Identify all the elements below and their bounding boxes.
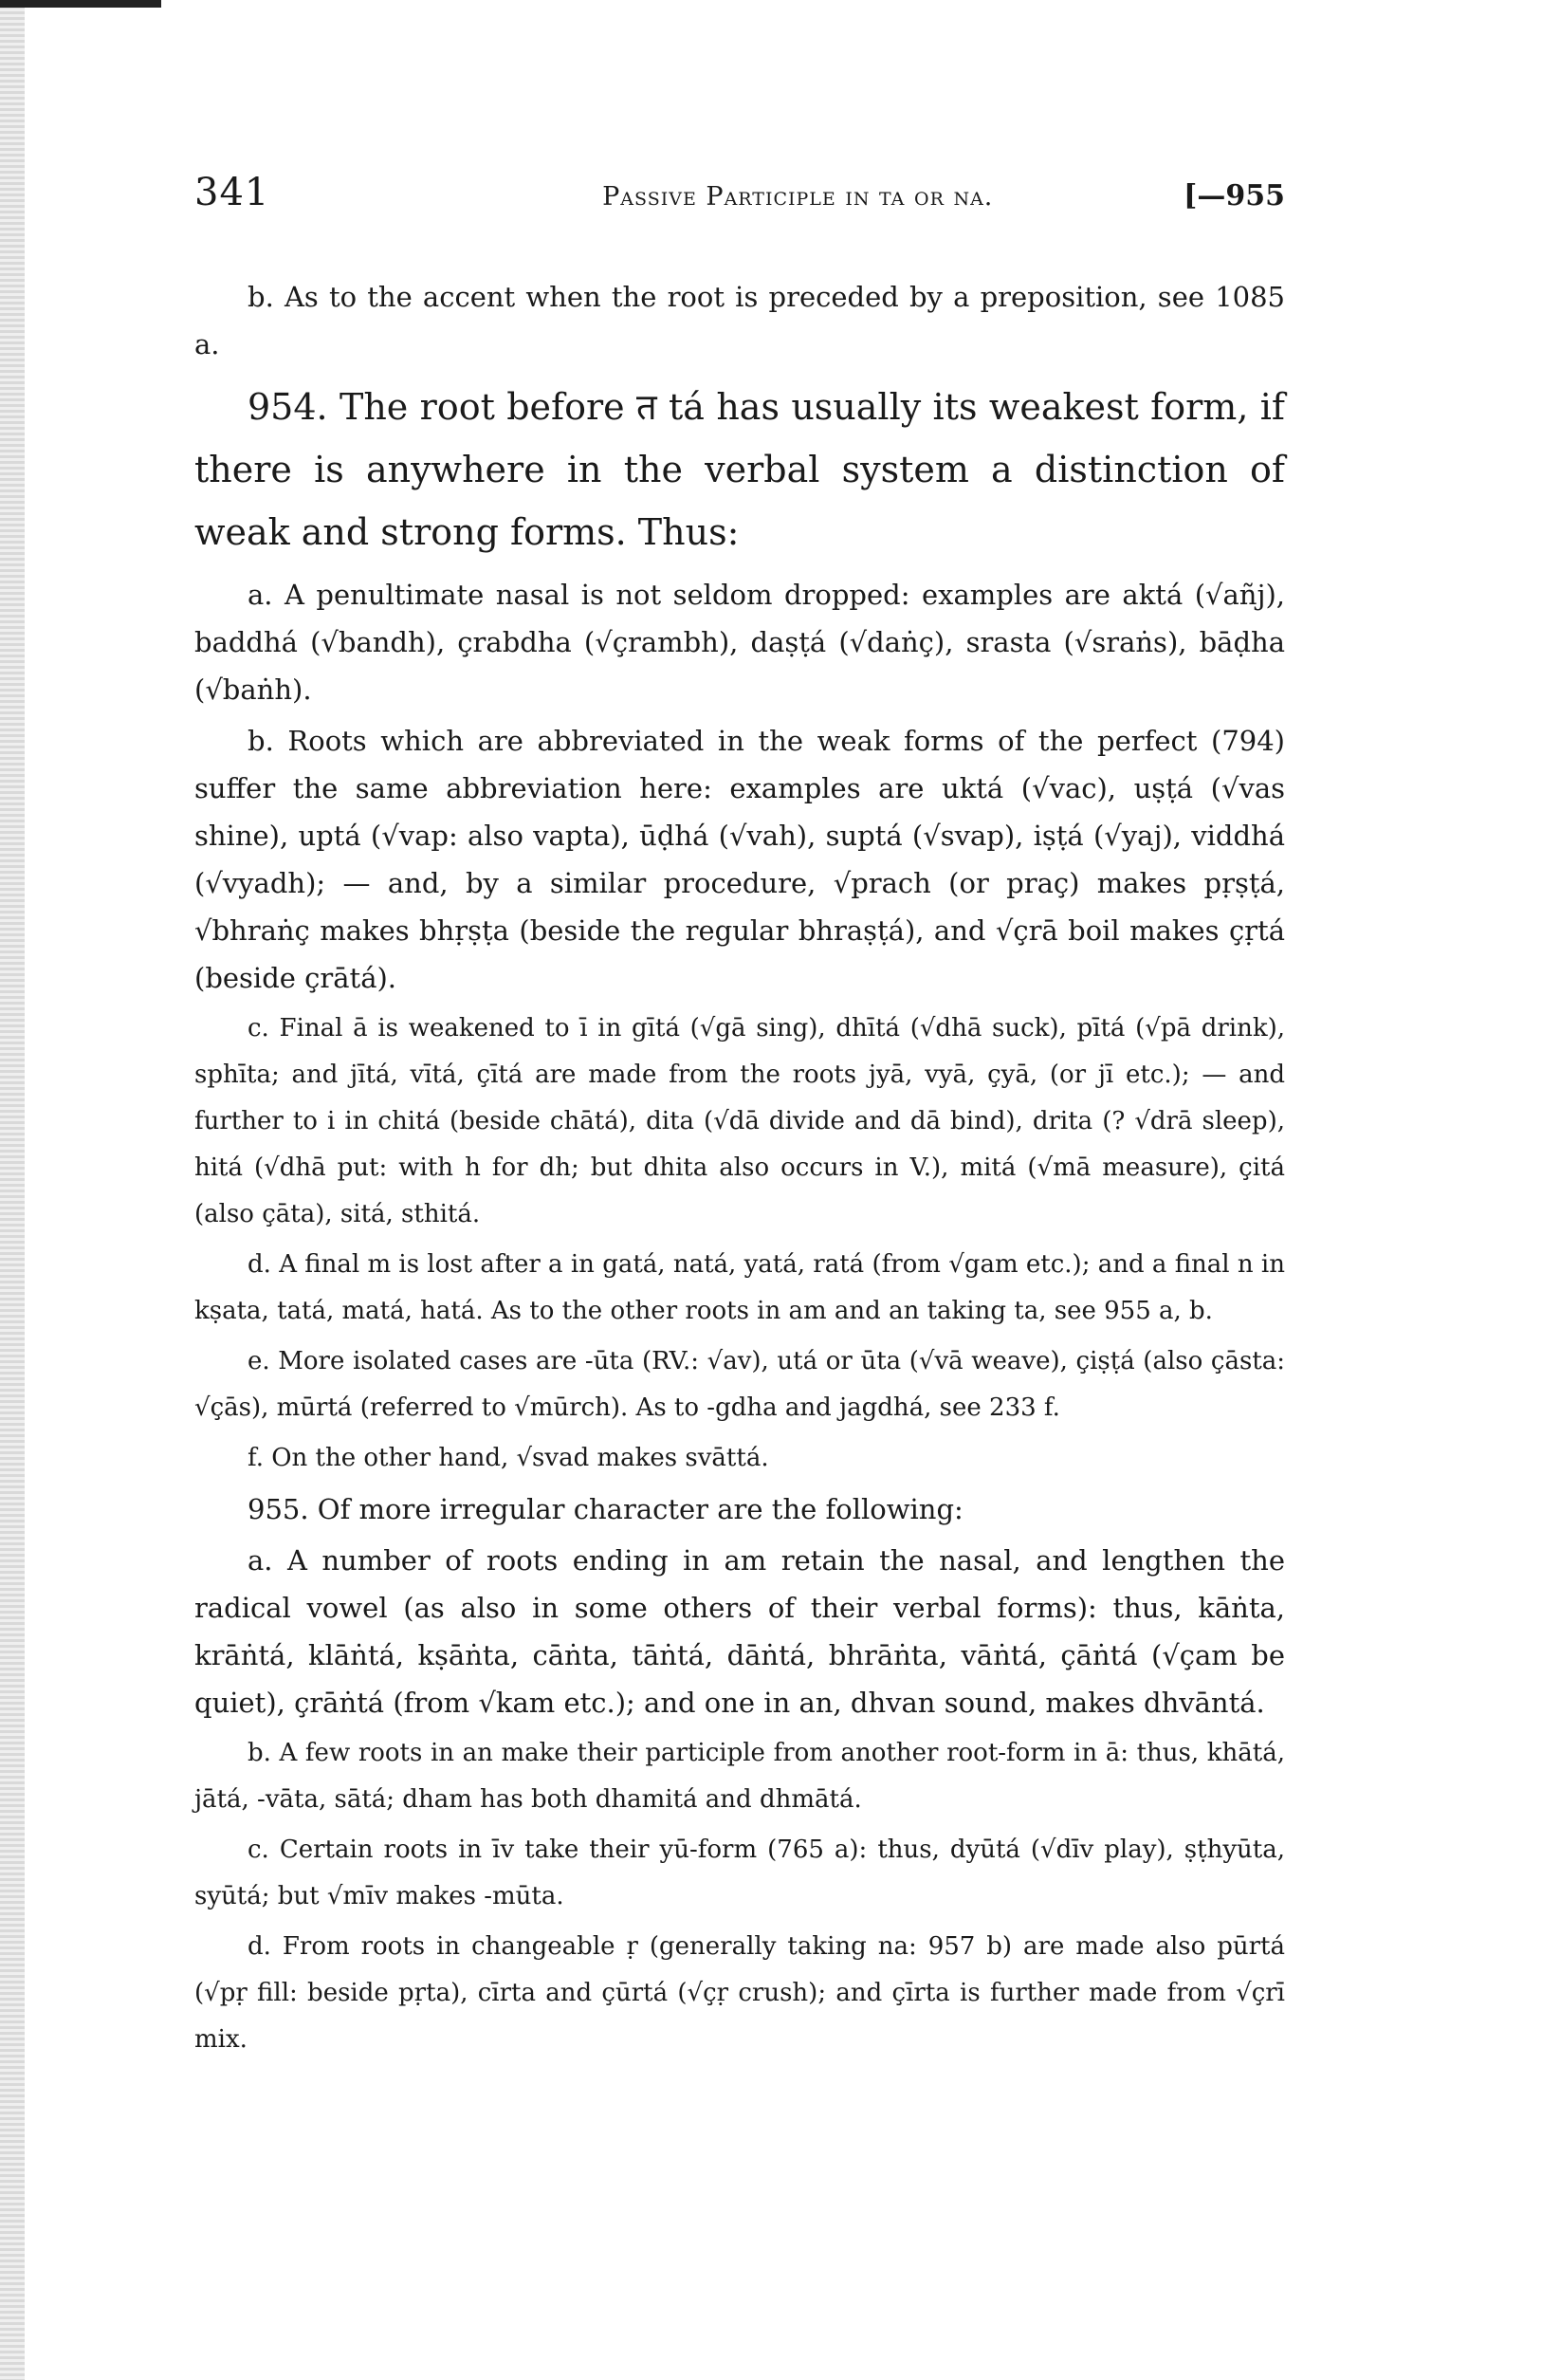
scan-edge: [0, 0, 25, 2380]
paragraph: c. Certain roots in īv take their yū-form (765 a): thus, dyūtá (√dīv play), ṣṭhyūta, syūtá; but √mīv makes -mūta.: [194, 1836, 1285, 1910]
paragraph: b. Roots which are abbreviated in the weak forms of the perfect (794) suffer the same abbreviation here: examples are uktá (√vac), uṣṭá (√vas shine), uptá (√vap: also vapta), ūḍhá (√vah), suptá (√svap), iṣṭá (√yaj), viddhá (√vyadh); — and, by a similar procedure, √prach (or praç) makes pṛṣṭá, √bhraṅç makes bhṛṣṭa (beside the regular bhraṣṭá), and √çrā boil makes çṛtá (beside çrātá).: [194, 725, 1285, 994]
running-header: [194, 171, 1285, 214]
page-number: 341: [194, 171, 270, 214]
section-reference: [—955: [1184, 179, 1285, 212]
paragraph: e. More isolated cases are -ūta (RV.: √av), utá or ūta (√vā weave), çiṣṭá (also çāsta: √çās), mūrtá (referred to √mūrch). As to -gdha and jagdhá, see 233 f.: [194, 1347, 1285, 1422]
paragraph: f. On the other hand, √svad makes svāttá.: [248, 1444, 769, 1472]
book-page: [194, 142, 1285, 2067]
paragraph: b. A few roots in an make their participle from another root-form in ā: thus, khātá, jātá, -vāta, sātá; dham has both dhamitá and dhmātá.: [194, 1739, 1285, 1814]
running-title: Passive Participle in ta or na.: [602, 182, 994, 212]
body-text: [194, 273, 1285, 2063]
paragraph: b. As to the accent when the root is preceded by a preposition, see 1085 a.: [194, 281, 1285, 360]
scan-mark: [0, 0, 161, 8]
paragraph: 954. The root before त tá has usually its weakest form, if there is anywhere in the verbal system a distinction of weak and strong forms. Thus:: [194, 386, 1285, 553]
paragraph: d. A final m is lost after a in gatá, natá, yatá, ratá (from √gam etc.); and a final n in kṣata, tatá, matá, hatá. As to the other roots in am and an taking ta, see 955 a, b.: [194, 1250, 1285, 1325]
paragraph: a. A number of roots ending in am retain the nasal, and lengthen the radical vowel (as also in some others of their verbal forms): thus, kāṅta, krāṅtá, klāṅtá, kṣāṅta, cāṅta, tāṅtá, dāṅtá, bhrāṅta, vāṅtá, çāṅtá (√çam be quiet), çrāṅtá (from √kam etc.); and one in an, dhvan sound, makes dhvāntá.: [194, 1544, 1285, 1719]
paragraph: a. A penultimate nasal is not seldom dropped: examples are aktá (√añj), baddhá (√bandh), çrabdha (√çrambh), daṣṭá (√daṅç), srasta (√sraṅs), bāḍha (√baṅh).: [194, 579, 1285, 706]
paragraph: c. Final ā is weakened to ī in gītá (√gā sing), dhītá (√dhā suck), pītá (√pā drink), sphīta; and jītá, vītá, çītá are made from the roots jyā, vyā, çyā, (or jī etc.); — and further to i in chitá (beside chātá), dita (√dā divide and dā bind), drita (? √drā sleep), hitá (√dhā put: with h for dh; but dhita also occurs in V.), mitá (√mā measure), çitá (also çāta), sitá, sthitá.: [194, 1014, 1285, 1228]
paragraph: d. From roots in changeable ṛ (generally taking na: 957 b) are made also pūrtá (√pṛ fill: beside pṛta), cīrta and çūrtá (√çṛ crush); and çīrta is further made from √çrī mix.: [194, 1932, 1285, 2054]
paragraph: 955. Of more irregular character are the following:: [248, 1493, 964, 1525]
